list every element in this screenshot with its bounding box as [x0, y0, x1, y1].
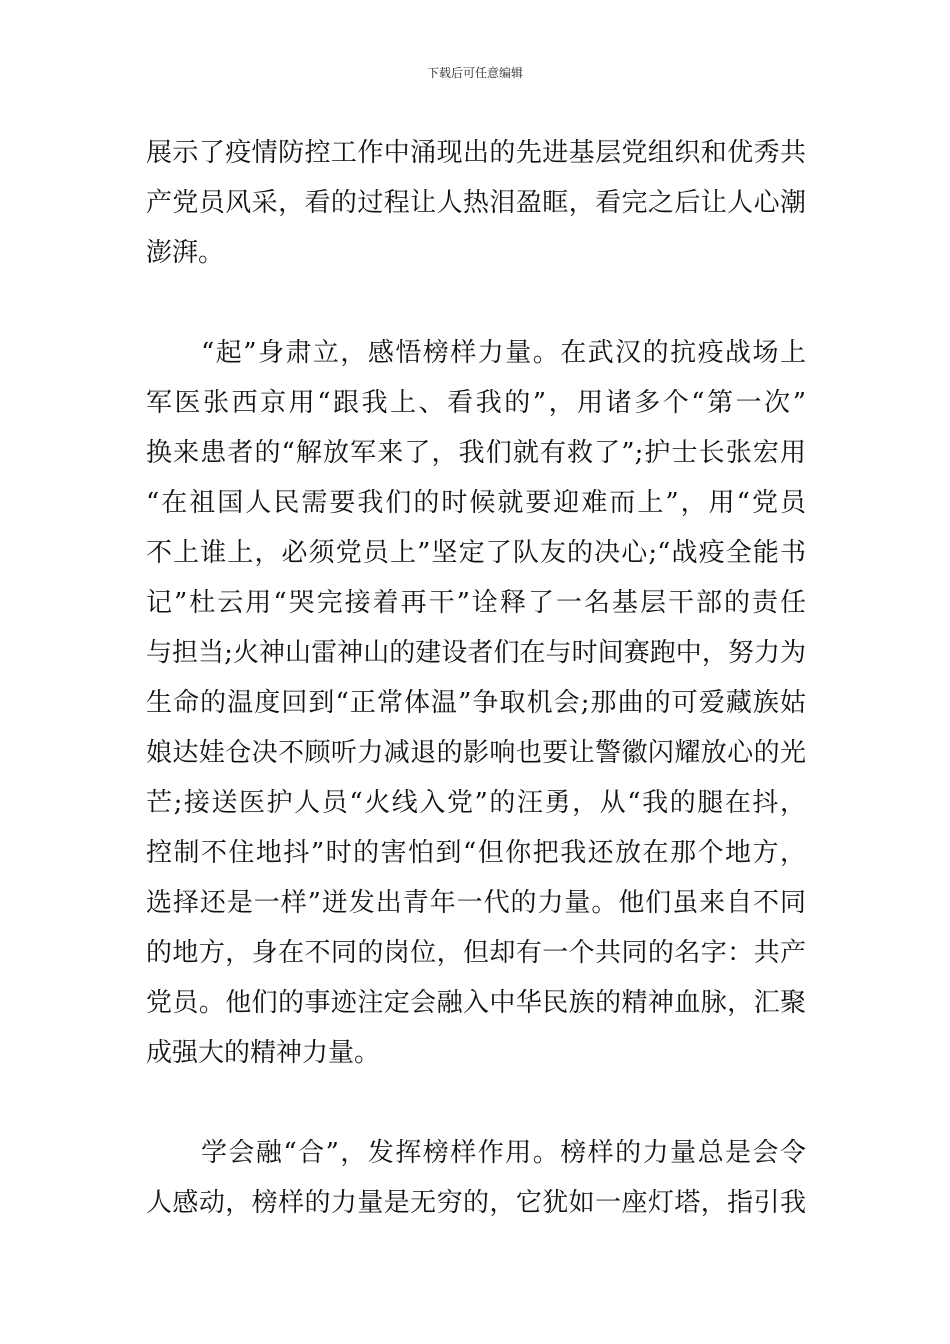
paragraph-1: [146, 128, 806, 278]
text-line: 选择还是一样”迸发出青年一代的力量。他们虽来自不同: [146, 888, 806, 918]
text-line: 不上谁上，必须党员上”坚定了队友的决心;“战疫全能书: [146, 538, 806, 568]
text-line: 换来患者的“解放军来了，我们就有救了”;护士长张宏用: [146, 438, 806, 468]
paragraph-spacer: [146, 278, 806, 328]
text-line: 产党员风采，看的过程让人热泪盈眶，看完之后让人心潮: [146, 188, 806, 218]
document-body: [146, 128, 806, 1228]
text-line: 娘达娃仓决不顾听力减退的影响也要让警徽闪耀放心的光: [146, 738, 806, 768]
paragraph-spacer: [146, 1078, 806, 1128]
text-line: “在祖国人民需要我们的时候就要迎难而上”，用“党员: [146, 488, 806, 518]
text-line: 展示了疫情防控工作中涌现出的先进基层党组织和优秀共: [146, 138, 806, 168]
text-line: “起”身肃立，感悟榜样力量。在武汉的抗疫战场上: [146, 338, 806, 368]
text-line: 的地方，身在不同的岗位，但却有一个共同的名字：共产: [146, 938, 806, 968]
text-line: 学会融“合”，发挥榜样作用。榜样的力量总是会令: [146, 1138, 806, 1168]
paragraph-2: [146, 328, 806, 1078]
text-line: 澎湃。: [146, 238, 225, 268]
text-line: 生命的温度回到“正常体温”争取机会;那曲的可爱藏族姑: [146, 688, 806, 718]
paragraph-3: [146, 1128, 806, 1228]
text-line: 控制不住地抖”时的害怕到“但你把我还放在那个地方，: [146, 838, 806, 868]
text-line: 党员。他们的事迹注定会融入中华民族的精神血脉，汇聚: [146, 988, 806, 1018]
page-header: 下载后可任意编辑: [426, 66, 523, 80]
text-line: 芒;接送医护人员“火线入党”的汪勇，从“我的腿在抖，: [146, 788, 806, 818]
text-line: 军医张西京用“跟我上、看我的”，用诸多个“第一次”: [146, 388, 806, 418]
text-line: 成强大的精神力量。: [146, 1038, 381, 1068]
text-line: 与担当;火神山雷神山的建设者们在与时间赛跑中，努力为: [146, 638, 806, 668]
text-line: 人感动，榜样的力量是无穷的，它犹如一座灯塔，指引我: [146, 1188, 806, 1218]
text-line: 记”杜云用“哭完接着再干”诠释了一名基层干部的责任: [146, 588, 806, 618]
